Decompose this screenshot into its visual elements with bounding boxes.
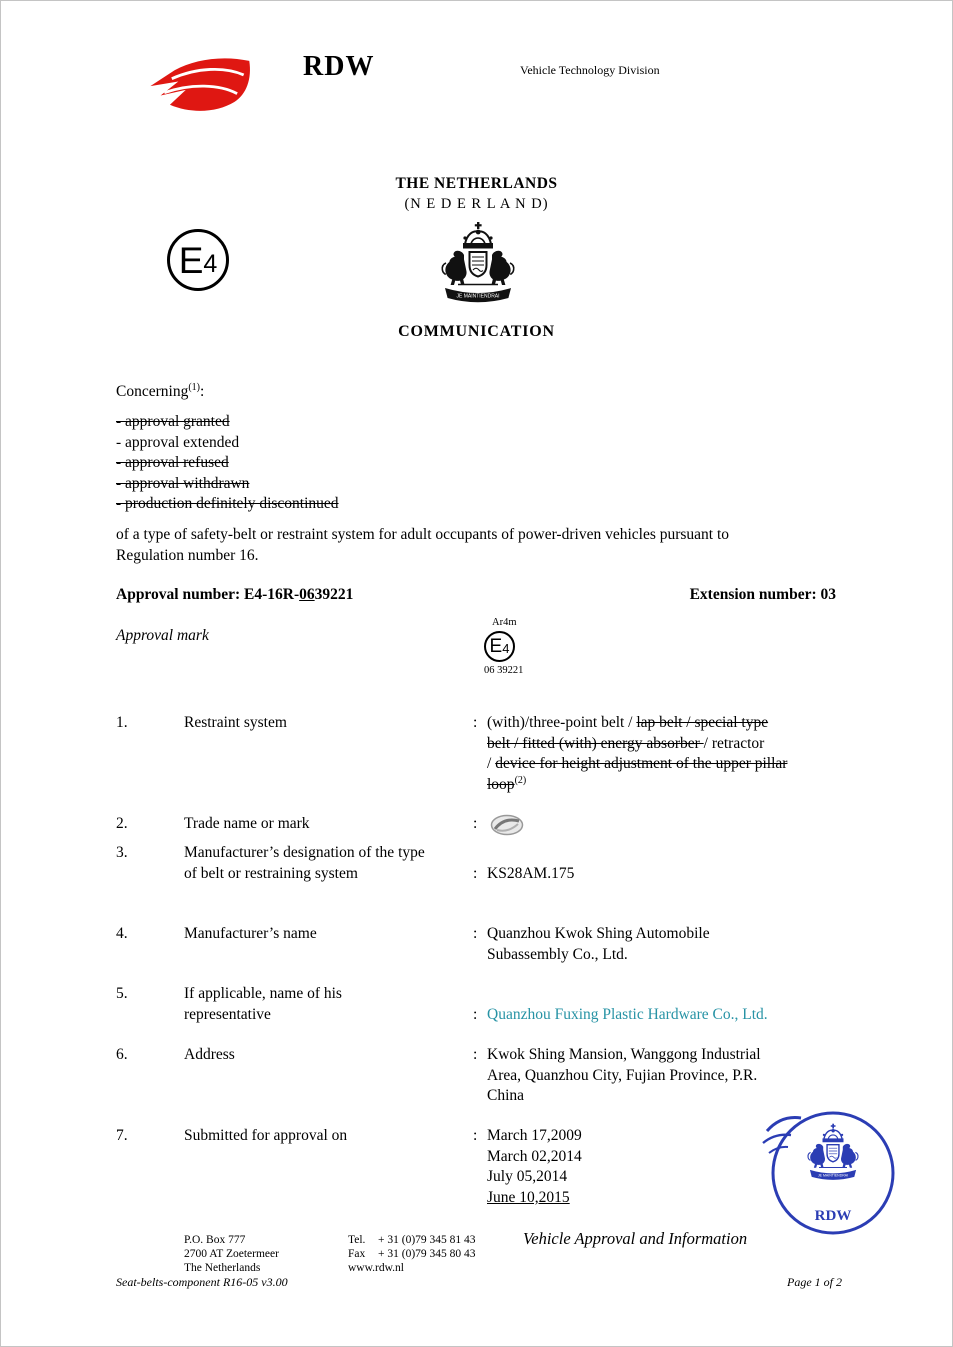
concerning-word: Concerning — [116, 383, 189, 400]
line: Kwok Shing Mansion, Wanggong Industrial — [487, 1046, 761, 1063]
coat-of-arms-icon — [428, 221, 528, 311]
country-name-native: (N E D E R L A N D) — [404, 196, 549, 212]
line: Area, Quanzhou City, Fujian Province, P.R. — [487, 1066, 758, 1084]
segment: (with)/three-point belt / — [487, 714, 637, 731]
line: - production definitely discontinued — [116, 495, 339, 513]
line: - approval refused — [116, 454, 229, 472]
item-number: 2. — [116, 815, 128, 832]
e4-small-mark: E 4 — [484, 631, 515, 662]
item-value — [473, 1005, 845, 1026]
segment: belt / fitted (with) energy absorber — [487, 734, 704, 752]
segment: (2) — [514, 774, 527, 786]
item-value — [473, 864, 845, 885]
item-label: Trade name or mark — [184, 815, 310, 832]
line: July 05,2014 — [487, 1168, 568, 1186]
colon: : — [473, 815, 478, 832]
item-label: Address — [184, 1046, 235, 1063]
colon: : — [473, 1005, 478, 1023]
item-number: 6. — [116, 1046, 128, 1063]
segment: lap belt / special type — [636, 714, 769, 731]
item-number: 4. — [116, 925, 128, 942]
colon: : — [473, 1046, 478, 1063]
label-line: of belt or restraining system — [184, 864, 358, 882]
footnote-ref-1: (1) — [188, 381, 200, 393]
item-label: Manufacturer’s name — [184, 925, 317, 942]
line: - approval withdrawn — [116, 474, 250, 492]
address-value — [487, 1045, 845, 1107]
line: June 10,2015 — [487, 1188, 570, 1206]
line: March 02,2014 — [487, 1147, 582, 1165]
representative-value: Quanzhou Fuxing Plastic Hardware Co., Ltd. — [487, 1005, 768, 1023]
item-number: 1. — [116, 714, 128, 731]
line: P.O. Box 777 — [184, 1234, 246, 1246]
footer-division-line: Vehicle Approval and Information — [523, 1229, 748, 1248]
motto-text: JE MAINTIENDRAI — [456, 293, 500, 300]
colon: : — [473, 1127, 478, 1144]
item-label: Restraint system — [184, 714, 287, 731]
item-label: Submitted for approval on — [184, 1127, 348, 1144]
line: Regulation number 16. — [116, 546, 259, 564]
stamp-rdw-text: RDW — [814, 1208, 852, 1224]
approval-mark-top-text: Ar4m — [492, 617, 517, 628]
approval-mark-graphic — [484, 617, 523, 676]
e-letter: E — [178, 239, 204, 281]
item-value — [473, 814, 845, 837]
line: Subassembly Co., Ltd. — [487, 945, 628, 963]
footer-website: www.rdw.nl — [348, 1262, 405, 1275]
concerning-list — [116, 412, 339, 515]
line: Quanzhou Kwok Shing Automobile — [487, 925, 710, 942]
brand-wordmark: RDW — [303, 51, 375, 82]
segment: / — [487, 755, 496, 773]
trademark-logo-icon — [490, 814, 524, 836]
line: - approval granted — [116, 413, 230, 430]
country-heading — [1, 175, 952, 213]
approval-mark-number: 06 39221 — [484, 665, 524, 676]
item-number: 7. — [116, 1127, 128, 1144]
line: March 17,2009 — [487, 1127, 582, 1144]
communication-title: COMMUNICATION — [398, 323, 555, 340]
line: - approval extended — [116, 433, 240, 451]
line: The Netherlands — [184, 1262, 261, 1275]
line: China — [487, 1087, 525, 1105]
division-label: Vehicle Technology Division — [520, 63, 660, 77]
line: 2700 AT Zoetermeer — [184, 1248, 279, 1261]
manufacturer-name-value — [487, 924, 845, 965]
e4-approval-mark — [167, 229, 229, 291]
footer-contact — [348, 1233, 476, 1276]
item-value — [473, 924, 845, 965]
colon: : — [200, 383, 205, 400]
label-line: If applicable, name of his — [184, 985, 342, 1002]
item-number: 5. — [116, 985, 128, 1002]
label-line: Manufacturer’s designation of the type — [184, 844, 425, 861]
segment: device for height adjustment of the upper pillar — [495, 755, 788, 773]
item-number: 3. — [116, 844, 128, 861]
footer-address — [184, 1233, 279, 1276]
footer-fax: Fax + 31 (0)79 345 80 43 — [348, 1248, 476, 1261]
rdw-logo-icon — [141, 55, 253, 121]
extension-number: Extension number: 03 — [689, 586, 836, 603]
restraint-system-value — [487, 714, 787, 793]
item-value — [473, 713, 845, 795]
label-line: representative — [184, 1005, 271, 1023]
footer-tel: Tel. + 31 (0)79 345 81 43 — [348, 1234, 476, 1246]
rdw-stamp — [757, 1101, 897, 1241]
page-number: Page 1 of 2 — [787, 1275, 842, 1289]
approval-number: Approval number: E4-16R-0639221 — [116, 586, 354, 603]
designation-value: KS28AM.175 — [487, 864, 575, 882]
line: of a type of safety-belt or restraint system for adult occupants of power-driven vehicles pursuant to — [116, 526, 730, 543]
item-value — [473, 1045, 845, 1107]
colon: : — [473, 925, 478, 942]
colon: : — [473, 864, 478, 882]
country-name: THE NETHERLANDS — [395, 175, 558, 192]
e-number: 4 — [203, 249, 218, 278]
item-label — [184, 843, 466, 884]
colon: : — [473, 714, 478, 731]
document-reference: Seat-belts-component R16-05 v3.00 — [116, 1275, 288, 1289]
approval-number-line — [116, 586, 836, 604]
segment: / retractor — [703, 734, 765, 752]
item-label — [184, 984, 466, 1025]
segment: loop — [487, 775, 515, 793]
concerning-label — [116, 383, 204, 401]
approval-mark-label: Approval mark — [116, 627, 209, 644]
intro-paragraph — [116, 525, 729, 566]
